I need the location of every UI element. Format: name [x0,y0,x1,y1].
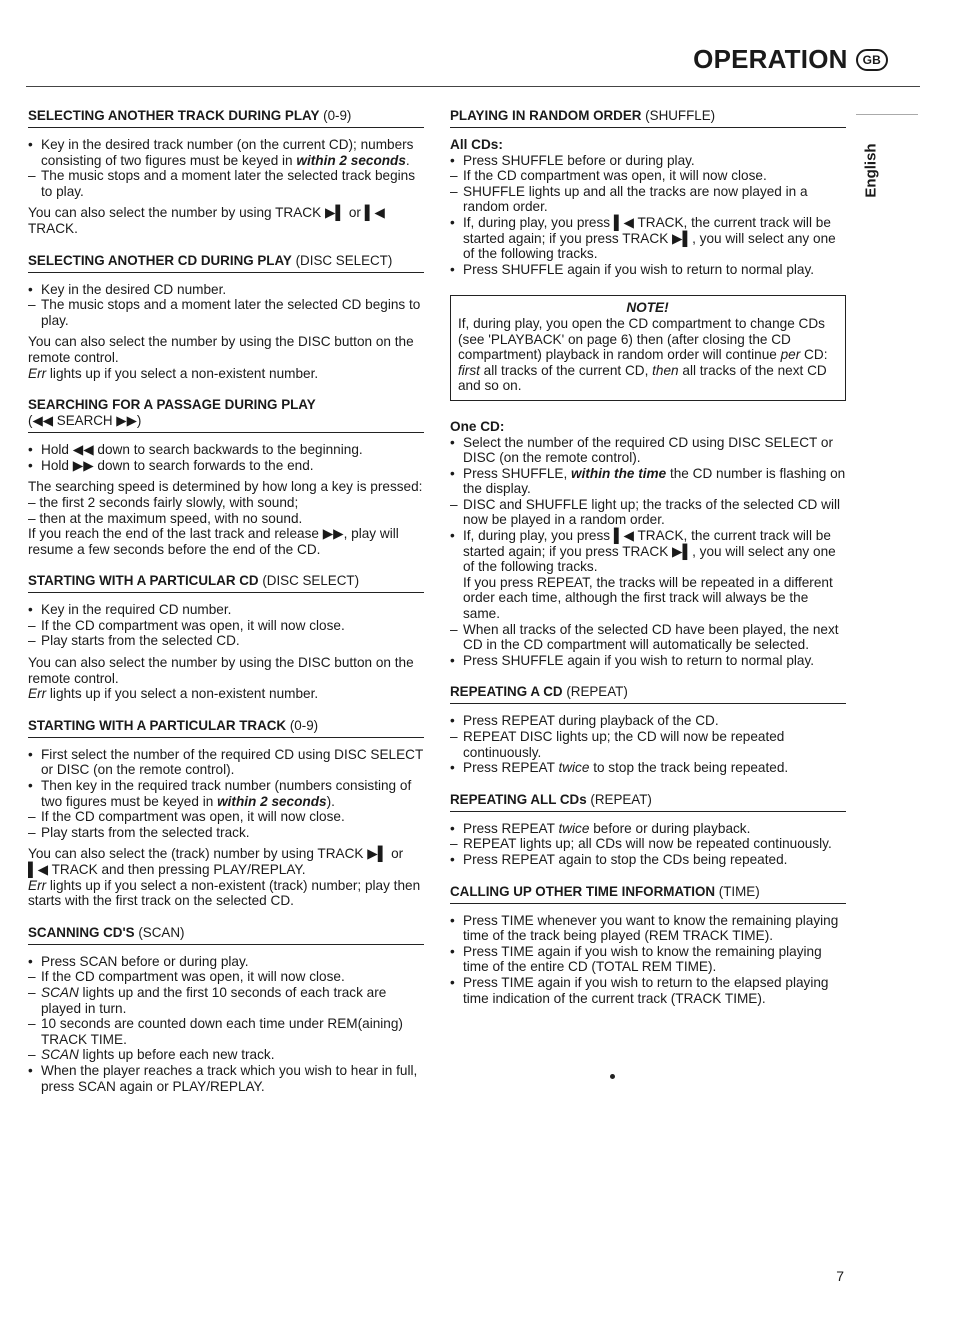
list-text: Hold ▶▶ down to search forwards to the end. [41,457,314,473]
list-item [450,184,846,215]
list-text: DISC and SHUFFLE light up; the tracks of the selected CD will now be played in a random order. [463,496,841,528]
list-item [450,466,846,497]
list-marker: • [450,713,455,729]
list-text: SCAN lights up before each new track. [41,1047,275,1063]
list-item [28,458,424,474]
list-text: Press SHUFFLE before or during play. [463,152,695,168]
heading-paren: (DISC SELECT) [291,252,393,268]
list-item [28,633,424,649]
list-marker: – [28,824,36,840]
list-marker: • [450,974,455,990]
list-marker: • [450,851,455,867]
section-heading [28,397,424,433]
list-marker: • [450,943,455,959]
list-marker: – [450,496,458,512]
language-label: English [862,143,880,198]
section-heading [28,573,424,593]
list-marker: • [450,652,455,668]
paragraph: You can also select the (track) number by using TRACK ▶▌ or ▌◀ TRACK and then pressing PLAY/REPLAY. Err lights up if you select a non-existent (track) number; play then starts with the first track on the selected CD. [28,846,421,909]
list-marker: • [450,152,455,168]
list-item [28,954,424,970]
list-item [450,497,846,528]
section-heading [450,684,846,704]
list-marker: – [28,297,36,313]
language-tab [852,118,918,208]
heading-text: REPEATING A CD [450,684,563,700]
list-marker: – [450,729,458,744]
list-item [450,913,846,944]
list-text: Press REPEAT during playback of the CD. [463,713,719,729]
list-text: Key in the desired CD number. [41,281,227,297]
list-text: Then key in the required track number (numbers consisting of two figures must be keyed in within 2 seconds). [41,778,412,809]
list-marker: – [28,984,36,1000]
page-number: 7 [836,1268,844,1284]
list-marker: • [28,953,33,969]
list-text: Key in the desired track number (on the current CD); numbers consisting of two figures must be keyed in within 2 seconds. [41,137,414,168]
list-item [28,297,424,328]
list-item [450,852,846,868]
list-text: Hold ◀◀ down to search backwards to the beginning. [41,442,363,458]
list-text: Press REPEAT twice to stop the track being repeated. [463,760,789,776]
list-text: The music stops and a moment later the selected CD begins to play. [41,297,421,328]
section-heading [28,253,424,273]
list-marker: • [28,778,33,794]
list-item [28,282,424,298]
list-item [28,778,424,809]
list-text: If the CD compartment was open, it will now close. [41,809,345,825]
heading-paren: (DISC SELECT) [258,573,360,589]
list-marker: • [28,281,33,297]
list-text: REPEAT lights up; all CDs will now be repeated continuously. [463,836,832,852]
list-marker: – [28,1016,36,1032]
list-text: Press TIME again if you wish to return to the elapsed playing time indication of the current track (TRACK TIME). [463,974,829,1006]
list-item [28,137,424,168]
list-marker: • [28,746,33,762]
heading-paren: (0-9) [286,717,319,733]
list-item [450,975,846,1006]
list-marker: – [28,168,36,184]
section [28,397,424,557]
list-marker: – [450,168,458,184]
stray-dot [610,1074,615,1079]
list-item [28,825,424,841]
heading-text: SCANNING CD'S [28,924,135,940]
list-marker: • [450,261,455,277]
list-item [450,713,846,729]
subheading: All CDs: [450,137,503,152]
list-text: If the CD compartment was open, it will now close. [463,168,767,184]
page-title [693,44,888,75]
list-marker: • [450,912,455,928]
list-text: If the CD compartment was open, it will now close. [41,969,345,985]
heading-paren: (SHUFFLE) [641,108,716,123]
section [28,925,424,1094]
list-item [28,618,424,634]
heading-paren: (0-9) [319,108,352,123]
heading-paren: (REPEAT) [586,791,652,807]
list-text: 10 seconds are counted down each time under REM(aining) TRACK TIME. [41,1016,403,1047]
list-text: Press REPEAT again to stop the CDs being repeated. [463,851,788,867]
section-heading [28,718,424,738]
section [28,253,424,382]
list-text: The music stops and a moment later the selected track begins to play. [41,168,416,199]
list-text: Press TIME whenever you want to know the remaining playing time of the track being played (REM TRACK TIME). [463,912,839,944]
list-text: Press SHUFFLE again if you wish to return to normal play. [463,652,815,668]
list-item [28,1047,424,1063]
heading-text: SELECTING ANOTHER TRACK DURING PLAY [28,108,320,123]
list-marker: • [450,528,455,544]
list-item [28,985,424,1016]
list-item [28,442,424,458]
section-heading [450,108,846,128]
title-text: OPERATION [693,44,848,74]
list-item [28,1016,424,1047]
list-marker: – [450,836,458,852]
section [450,884,846,1007]
list-text: When all tracks of the selected CD have been played, the next CD in the CD compartment will automatically be selected. [463,621,839,653]
header-rule [26,86,920,87]
list-text: If, during play, you press ▌◀ TRACK, the current track will be started again; if you press TRACK ▶▌, you will select any one of the following tracks. If you press REPEAT, the tracks will be repeated in a different order each time, although the first track will always be the same. [463,528,836,622]
list-marker: • [28,442,33,458]
subheading: One CD: [450,418,505,434]
heading-text: PLAYING IN RANDOM ORDER [450,108,642,123]
paragraph: You can also select the number by using the DISC button on the remote control. Err lights up if you select a non-existent number. [28,334,414,381]
list-item [450,168,846,184]
list-item [450,821,846,837]
list-text: Press SHUFFLE, within the time the CD number is flashing on the display. [463,465,846,497]
list-item [28,168,424,199]
list-item [28,969,424,985]
heading-paren: (REPEAT) [562,684,628,700]
list-item [450,836,846,852]
section-heading [450,884,846,904]
list-item [450,729,846,760]
list-marker: • [450,434,455,450]
list-marker: • [450,214,455,230]
list-marker: – [450,621,458,637]
section [28,108,424,237]
left-column [28,108,424,1110]
note-box [450,295,846,401]
list-item [28,809,424,825]
list-text: Select the number of the required CD using DISC SELECT or DISC (on the remote control). [463,434,833,466]
list-marker: – [28,969,36,985]
list-marker: – [28,633,36,649]
list-text: If the CD compartment was open, it will now close. [41,617,345,633]
list-marker: • [28,137,33,152]
section-heading [450,792,846,812]
list-text: Key in the required CD number. [41,602,232,618]
list-marker: – [28,809,36,825]
list-text: Press REPEAT twice before or during playback. [463,820,751,836]
tab-line [856,114,918,115]
section [450,684,846,775]
paragraph: You can also select the number by using the DISC button on the remote control. Err lights up if you select a non-existent number. [28,655,414,702]
paragraph: The searching speed is determined by how long a key is pressed: – the first 2 seconds fairly slowly, with sound; – then at the maximum speed, with no sound. If you reach the end of the last track and release ▶▶, play will resume a few seconds before the end of the CD. [28,479,423,557]
heading-text: STARTING WITH A PARTICULAR TRACK [28,717,287,733]
list-marker: • [28,602,33,618]
heading-paren: (SCAN) [134,924,185,940]
section [450,792,846,868]
list-item [28,1063,424,1094]
list-item [450,760,846,776]
list-item [450,215,846,262]
list-text: SHUFFLE lights up and all the tracks are now played in a random order. [463,183,808,215]
list-marker: – [28,617,36,633]
list-text: Press TIME again if you wish to know the remaining playing time of the entire CD (TOTAL REM TIME). [463,943,822,975]
list-text: REPEAT DISC lights up; the CD will now be repeated continuously. [463,729,785,760]
heading-text: REPEATING ALL CDs [450,791,587,807]
heading-paren: (TIME) [715,883,760,899]
list-item [28,602,424,618]
list-marker: • [28,1062,33,1078]
heading-text: CALLING UP OTHER TIME INFORMATION [450,883,716,899]
list-text: First select the number of the required CD using DISC SELECT or DISC (on the remote control). [41,746,424,778]
note-text: If, during play, you open the CD compartment to change CDs (see 'PLAYBACK' on page 6) then (after closing the CD compartment) playback in random order will continue per CD: first all tracks of the current CD, then all tracks of the next CD and so on. [458,315,828,394]
list-text: When the player reaches a track which you wish to hear in full, press SCAN again or PLAY/REPLAY. [41,1062,418,1094]
list-item [450,622,846,653]
gb-badge: GB [856,49,888,71]
list-text: SCAN lights up and the first 10 seconds of each track are played in turn. [41,984,387,1016]
list-item [450,435,846,466]
paragraph: You can also select the number by using TRACK ▶▌ or ▌◀ TRACK. [28,205,385,236]
section [450,108,846,668]
list-marker: • [28,457,33,473]
list-item [450,262,846,278]
heading-text: STARTING WITH A PARTICULAR CD [28,573,259,589]
note-title: NOTE! [626,300,669,316]
list-item [450,944,846,975]
list-text: Play starts from the selected track. [41,824,250,840]
list-text: Press SHUFFLE again if you wish to return to normal play. [463,261,815,277]
heading-paren: (◀◀ SEARCH ▶▶) [28,413,142,429]
right-column [450,108,846,1022]
list-item [450,528,846,622]
section-heading [28,925,424,945]
section [28,718,424,909]
list-marker: – [28,1047,36,1063]
list-item [450,653,846,669]
list-text: Press SCAN before or during play. [41,953,249,969]
section-heading [28,108,424,128]
list-text: If, during play, you press ▌◀ TRACK, the current track will be started again; if you press TRACK ▶▌, you will select any one of the following tracks. [463,214,836,262]
heading-text: SELECTING ANOTHER CD DURING PLAY [28,252,292,268]
list-marker: • [450,465,455,481]
list-item [28,747,424,778]
section [28,573,424,702]
list-marker: • [450,820,455,836]
list-item [450,153,846,169]
list-marker: – [450,183,458,199]
heading-text: SEARCHING FOR A PASSAGE DURING PLAY [28,397,316,413]
list-marker: • [450,760,455,776]
list-text: Play starts from the selected CD. [41,633,240,649]
